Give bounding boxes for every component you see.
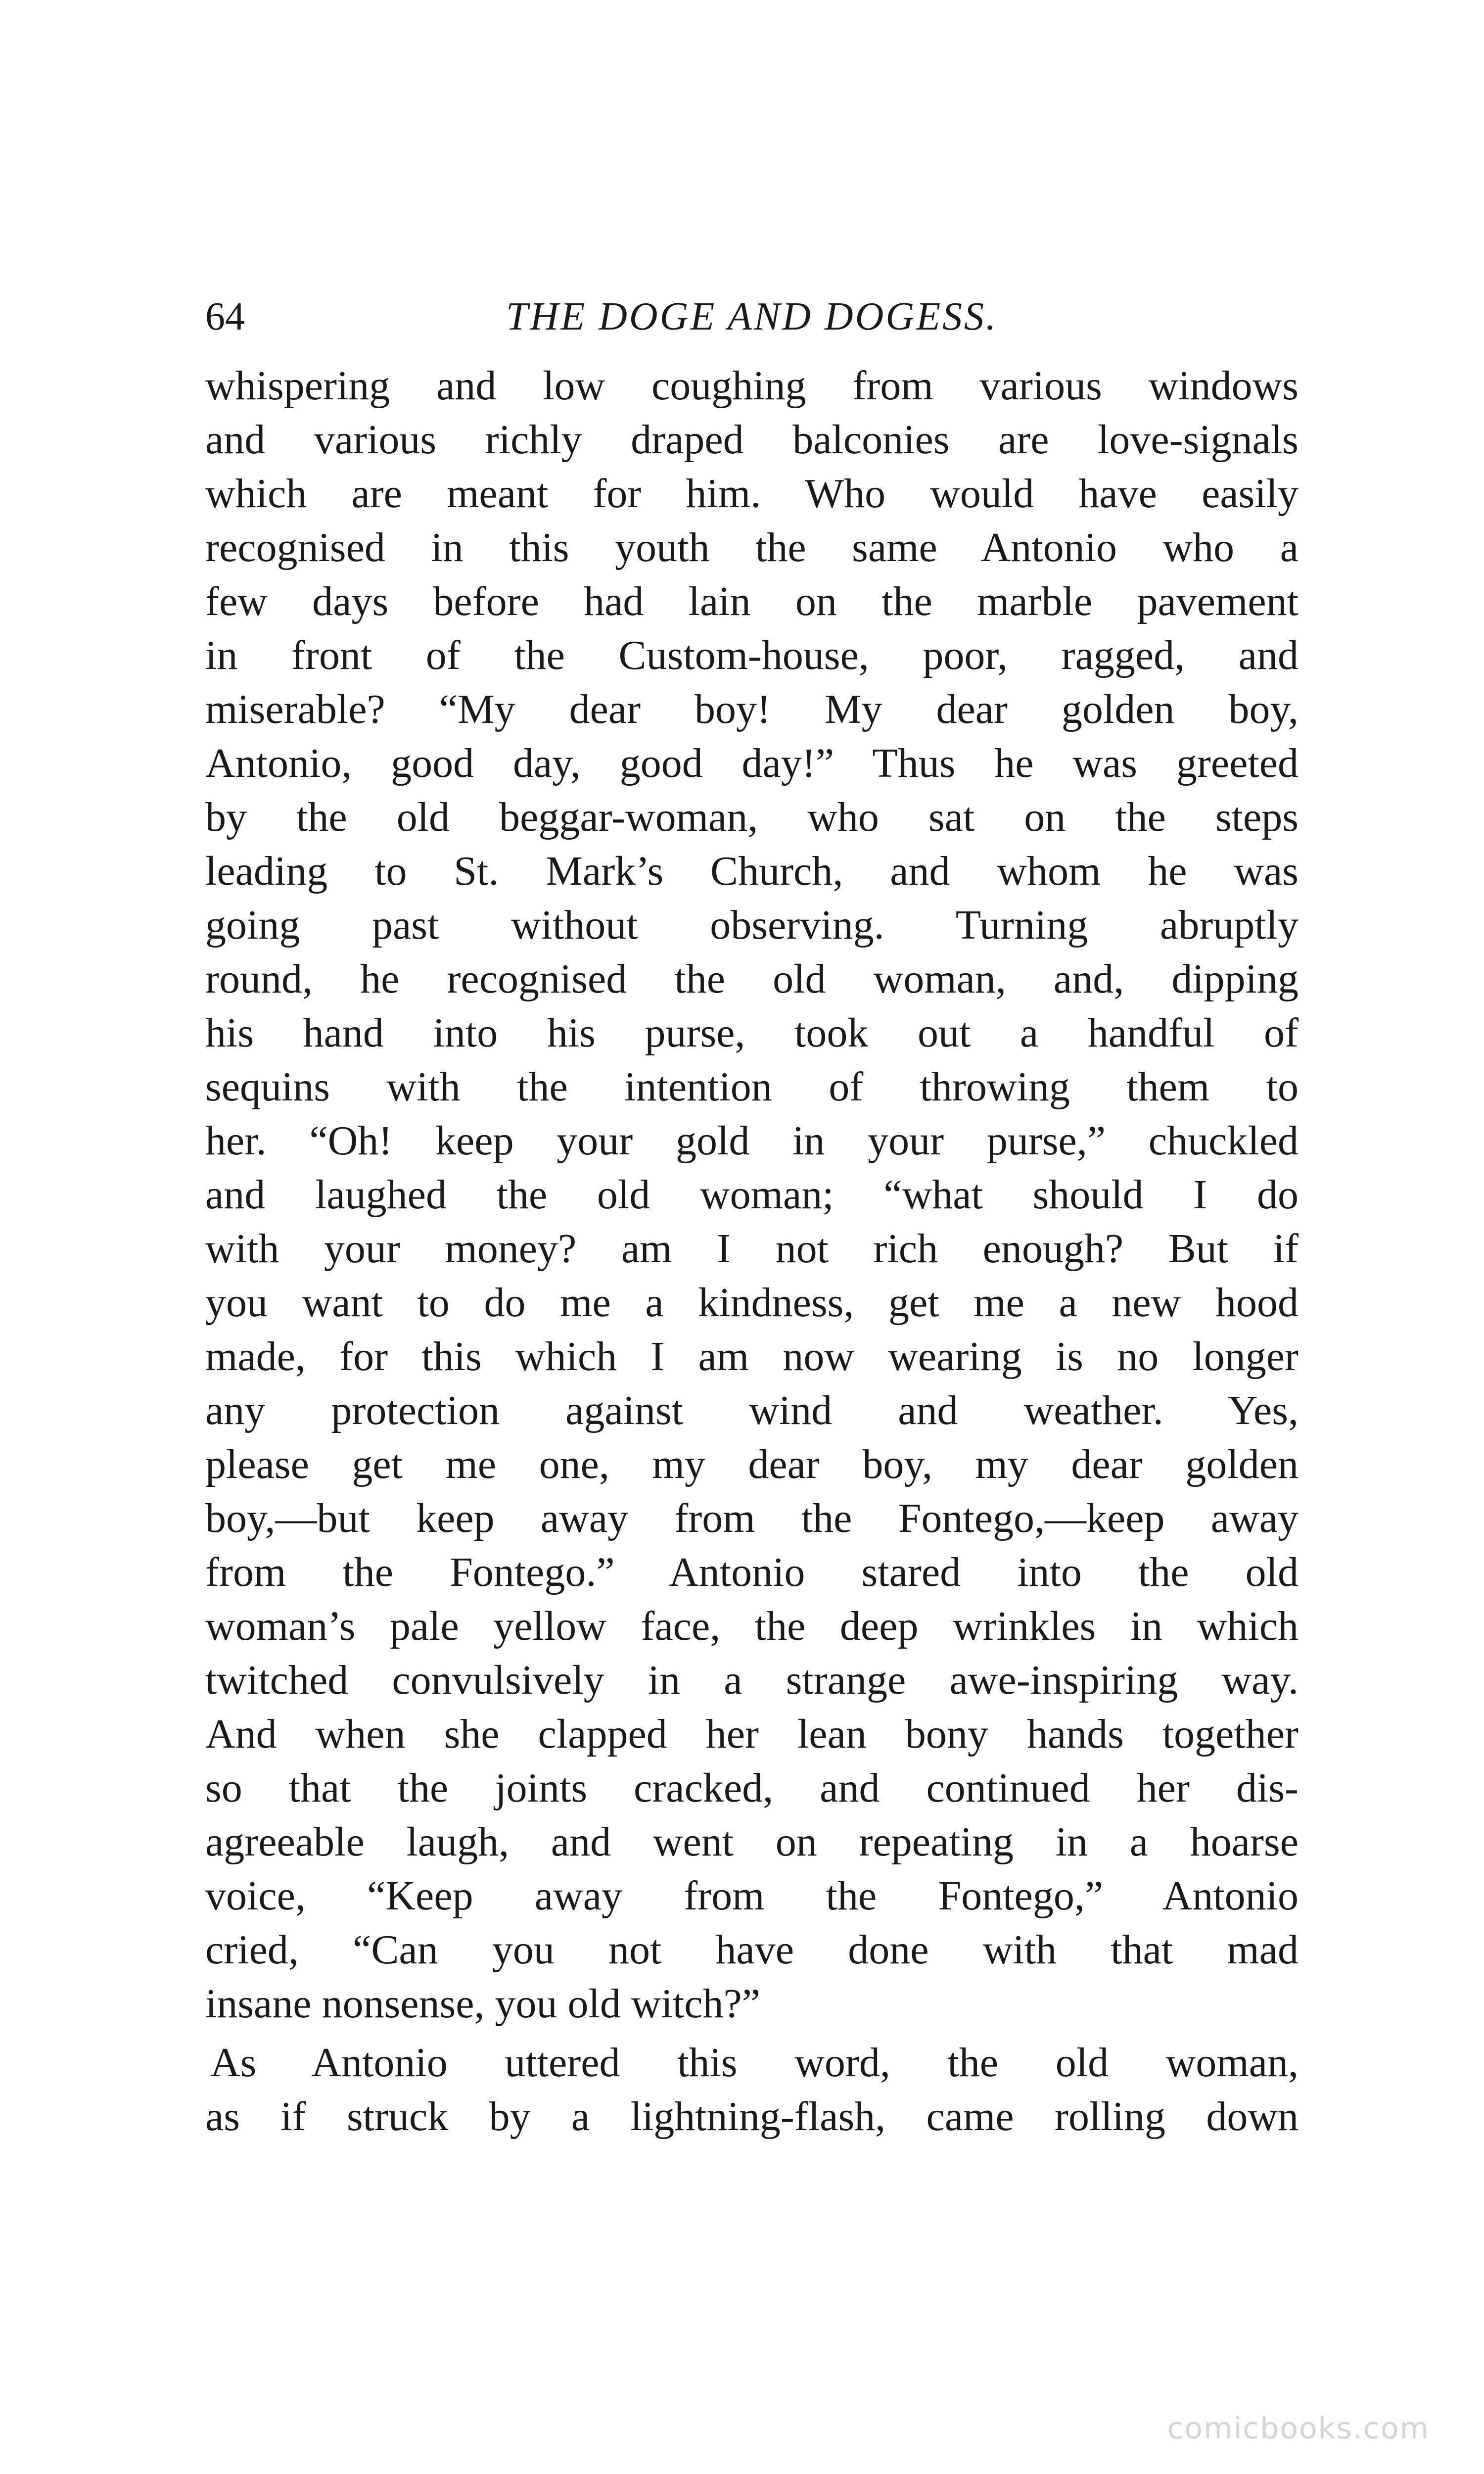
watermark: comicbooks.com — [1167, 2411, 1430, 2446]
text-line: insane nonsense, you old witch?” — [205, 1981, 761, 2027]
text-line: recognised in this youth the same Antonio who a — [205, 524, 1298, 571]
text-line: please get me one, my dear boy, my dear golden — [205, 1441, 1298, 1487]
text-line: twitched convulsively in a strange awe-inspiring way. — [205, 1657, 1298, 1703]
paragraph-gap — [205, 2031, 1298, 2036]
body-text — [205, 359, 1298, 2143]
text-line: miserable? “My dear boy! My dear golden boy, — [205, 686, 1298, 732]
text-line: few days before had lain on the marble pavement — [205, 578, 1298, 624]
text-line: woman’s pale yellow face, the deep wrinkles in which — [205, 1603, 1298, 1649]
text-line: and laughed the old woman; “what should I do — [205, 1172, 1298, 1218]
text-line: Antonio, good day, good day!” Thus he was greeted — [205, 740, 1298, 786]
text-line: round, he recognised the old woman, and, dipping — [205, 956, 1298, 1002]
text-line: made, for this which I am now wearing is no longer — [205, 1333, 1298, 1380]
text-line: sequins with the intention of throwing them to — [205, 1064, 1298, 1110]
text-line: as if struck by a lightning-flash, came rolling down — [205, 2093, 1298, 2140]
paragraph-1 — [205, 359, 1298, 2031]
text-line: so that the joints cracked, and continued her dis- — [205, 1765, 1298, 1811]
text-line: which are meant for him. Who would have easily — [205, 471, 1298, 517]
text-line: cried, “Can you not have done with that mad — [205, 1927, 1298, 1973]
text-line: her. “Oh! keep your gold in your purse,” chuckled — [205, 1118, 1298, 1164]
running-title: THE DOGE AND DOGESS. — [506, 295, 998, 338]
text-line: you want to do me a kindness, get me a new hood — [205, 1280, 1298, 1326]
text-line: his hand into his purse, took out a handful of — [205, 1010, 1298, 1056]
text-line: voice, “Keep away from the Fontego,” Antonio — [205, 1873, 1298, 1919]
page-number: 64 — [205, 295, 245, 338]
text-line: with your money? am I not rich enough? But if — [205, 1226, 1298, 1272]
paragraph-2 — [205, 2036, 1298, 2143]
text-line: in front of the Custom-house, poor, ragged, and — [205, 632, 1298, 678]
text-line: leading to St. Mark’s Church, and whom he was — [205, 848, 1298, 894]
text-line: and various richly draped balconies are love-signals — [205, 417, 1298, 463]
text-line: by the old beggar-woman, who sat on the steps — [205, 794, 1298, 840]
text-line: boy,—but keep away from the Fontego,—keep away — [205, 1495, 1298, 1541]
text-line: As Antonio uttered this word, the old woman, — [210, 2040, 1298, 2086]
text-line: whispering and low coughing from various windows — [205, 363, 1298, 409]
text-line: any protection against wind and weather. Yes, — [205, 1387, 1298, 1433]
text-line: agreeable laugh, and went on repeating in a hoarse — [205, 1819, 1298, 1865]
text-line: going past without observing. Turning abruptly — [205, 902, 1298, 948]
text-line: And when she clapped her lean bony hands together — [205, 1711, 1298, 1757]
running-head — [205, 289, 1298, 344]
text-line: from the Fontego.” Antonio stared into the old — [205, 1549, 1298, 1595]
